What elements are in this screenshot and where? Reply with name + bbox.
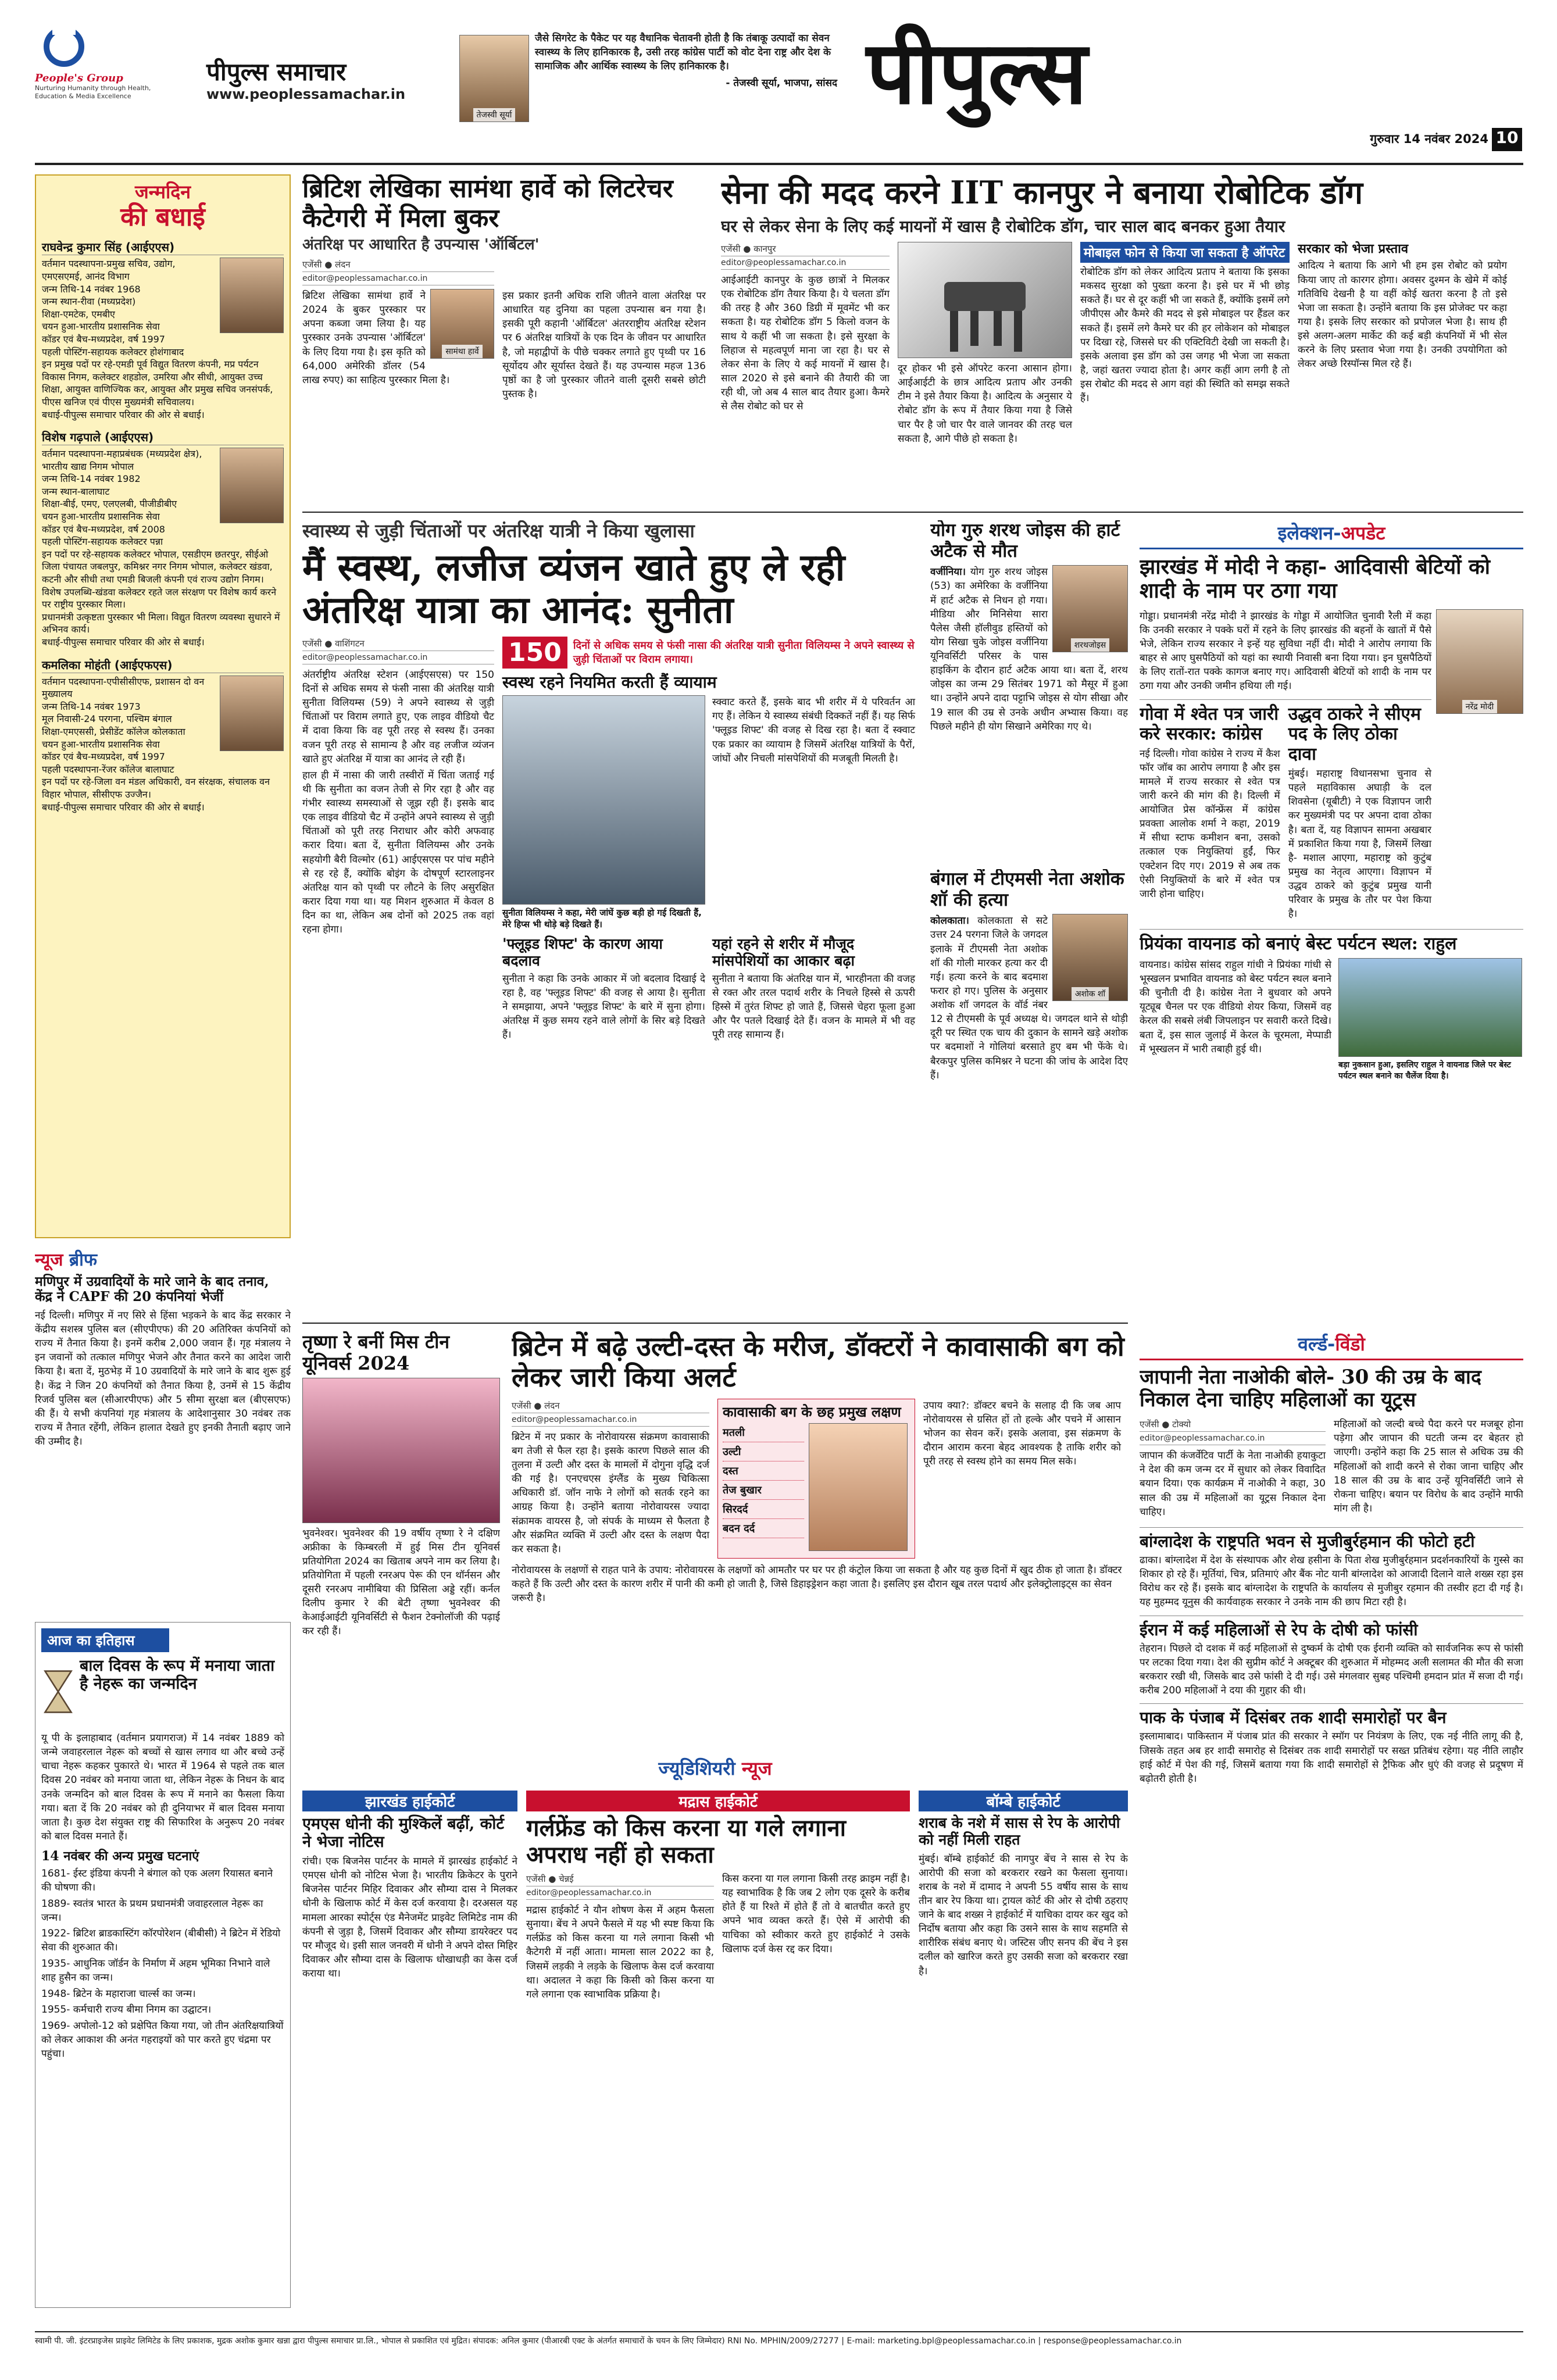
news-brief-label2: ब्रीफ [69,1250,97,1270]
quote-text: जैसे सिगरेट के पैकेट पर यह वैधानिक चेतावनी होती है कि तंबाकू उत्पादों का सेवन स्वास्थ्य के लिए हानिकारक है, उसी तरह कांग्रेस पार्टी को वोट देना राष्ट्र और देश के सामाजिक और आर्थिक स्वास्थ्य के लिए हानिकारक है। [535,33,831,72]
booker-subhead: अंतरिक्ष पर आधारित है उपन्यास 'ऑर्बिटल' [302,236,540,254]
miss-teen-story [302,1331,500,1750]
booker-photo-caption: सामंथा हार्वे [442,345,482,358]
goa-headline: गोवा में श्वेत पत्र जारी करे सरकार: कांग्रेस [1140,703,1279,745]
symptom-item: सिरदर्द [723,1500,804,1519]
birthday-person-detail: चयन हुआ-भारतीय प्रशासनिक सेवा [42,738,160,750]
jones-dateline: वर्जीनिया। [930,566,966,578]
sick-child-photo [809,1423,908,1551]
history-header [41,1657,284,1727]
world-section [1140,1331,1523,2320]
madras-p1: मद्रास हाईकोर्ट ने यौन शोषण केस में अहम फैसला सुनाया। बेंच ने अपने फैसले में यह भी स्पष्ट किया कि गर्लफ्रेंड को किस करना या गले लगाना किसी भी कैटेगरी में नहीं आता। मामला साल 2022 का है, जिसमें लड़की ने लड़के के खिलाफ केस दर्ज करवाया था। अदालत ने कहा कि किसी को किस करना या गले लगाना एक स्वाभाविक प्रक्रिया है। [526,1904,714,2000]
symptom-list [723,1423,804,1551]
birthday-person-detail: चयन हुआ-भारतीय प्रशासनिक सेवा [42,321,160,333]
birthday-person-detail: जन्म तिथि-14 नवंबर 1968 [42,283,141,295]
history-event-item: 1969- अपोलो-12 को प्रक्षेपित किया गया, जो तीन अंतरिक्षयात्रियों को लेकर आकाश की अनंत गहराइयों को पार करते हुए चंद्रमा पर पहुंचा। [41,2020,284,2060]
issue-date: गुरुवार 14 नवंबर 2024 [1370,132,1488,146]
history-event-item: 1889- स्वतंत्र भारत के प्रथम प्रधानमंत्री जवाहरलाल नेहरू का जन्म। [41,1897,263,1924]
sunita-badge [502,637,915,669]
news-brief-text: नई दिल्ली। मणिपुर में नए सिरे से हिंसा भड़कने के बाद केंद्र सरकार ने केंद्रीय सशस्त्र पुलिस बल (सीएपीएफ) की 20 अतिरिक्त कंपनियों को राज्य में तैनात किया है। इनमें करीब 2,000 जवान हैं। गृह मंत्रालय ने इन जवानों को तत्काल मणिपुर भेजने और तैनात करने का आदेश जारी किया है। बता दें, मुठभेड़ में 10 उग्रवादियों के मारे जाने के बाद शुरू हुई है। केंद्र ने जिन 20 कंपनियों को तैनात किया है, उनमें से 15 केंद्रीय रिजर्व पुलिस बल (सीआरपीएफ) और 5 सीमा सुरक्षा बल (बीएसएफ) की हैं। ये सभी कंपनियां गृह मंत्रालय के आदेशानुसार 30 नवंबर तक राज्य में तैनात रहेंगी, लेकिन हालात देखते हुए इनकी तैनाती बढ़ाए जाने की उम्मीद है। [35,1309,291,1448]
iran-text: तेहरान। पिछले दो दशक में कई महिलाओं से दुष्कर्म के दोषी एक ईरानी व्यक्ति को सार्वजनिक रूप से फांसी पर लटका दिया गया। देश की सुप्रीम कोर्ट ने अक्टूबर की शुरुआत में मोहम्मद अली सलामत की मौत की सजा बरकरार रखी थी, जिसके बाद उसे फांसी दे दी गई। उसे मंगलवार सुबह पश्चिमी हमदान प्रांत में सजा दी गई। करीब 200 महिलाओं ने दया की गुहार की थी। [1140,1642,1523,1697]
birthday-person-detail: बधाई-पीपुल्स समाचार परिवार की ओर से बधाई। [42,409,205,420]
bengal-photo-caption: अशोक शॉ [1072,987,1109,1000]
birthday-person-detail: कॉडर एवं बैच-मध्यप्रदेश, वर्ष 2008 [42,523,165,535]
priyanka-photo-caption: बड़ा नुकसान हुआ, इसलिए राहुल ने वायनाड जिले पर बेस्ट पर्यटन स्थल बनाने का चैलेंज दिया है। [1338,1060,1511,1081]
sunita-p5: सुनीता ने बताया कि अंतरिक्ष यान में, भारहीनता की वजह से रक्त और तरल पदार्थ शरीर के निचले हिस्से से ऊपरी हिस्से में तुरंत शिफ्ट हो जाते हैं, जिससे चेहरा फूला हुआ और पैर पतले दिखाई देते हैं। वजन के मामले में भी वह पूरी तरह सामान्य हैं। [712,973,915,1041]
birthday-person-photo [220,258,284,333]
jharkhand-hc-tag: झारखंड हाईकोर्ट [302,1791,517,1811]
bengal-text: कोलकाता से सटे उत्तर 24 परगना जिले के जगदल इलाके में टीएमसी नेता अशोक शॉ की गोली मारकर हत्या कर दी गई। हत्या करने के बाद बदमाश फरार हो गए। पुलिस के अनुसार अशोक शॉ जगदल के वॉर्ड नंबर 12 से टीएमसी के पूर्व अध्यक्ष थे। जगदल थाने से थोड़ी दूरी पर स्थित एक चाय की दुकान के सामने खड़े अशोक पर बदमाशों ने गोलियां बरसाते हुए बम भी फेंके थे। बैरकपुर पुलिस कमिश्नर ने घटना की जांच के आदेश दिए हैं। [930,915,1128,1081]
row2-rule [302,1323,1128,1324]
madras-p2: किस करना या गल लगाना किसी तरह क्राइम नहीं है। यह स्वाभाविक है कि जब 2 लोग एक दूसरे के करीब होते हैं या रिश्ते में होते हैं तो वे बातचीत करते हुए अपने भाव व्यक्त करते हैं। ऐसे में आरोपी की याचिका को स्वीकार करते हुए हाईकोर्ट ने उसके खिलाफ दर्ज केस रद्द कर दिया। [722,1873,910,1955]
election-label [1140,520,1523,549]
britain-p1: ब्रिटेन में नए प्रकार के नोरोवायरस संक्रमण कावासाकी बग तेजी से फैल रहा है। इसके कारण पिछले साल की तुलना में उल्टी और दस्त के मामलों में दोगुना वृद्धि दर्ज की गई है। एनएचएस इंग्लैंड के मुख्य चिकित्सा अधिकारी डॉ. जॉन नाफे ने लोगों को सतर्क रहने का आग्रह किया है। उन्होंने बताया नोरोवायरस ज्यादा संक्रामक वायरस है, जो संपर्क के माध्यम से फैलता है और संक्रमित व्यक्ति में उल्टी और दस्त के लक्षण पैदा कर सकता है। [512,1431,709,1555]
quote-author: - तेजस्वी सूर्या, भाजपा, सांसद [726,77,837,90]
quote-photo-caption: तेजस्वी सूर्या [473,108,516,121]
history-event-item: 1935- आधुनिक जॉर्डन के निर्माण में अहम भूमिका निभाने वाले शाह हुसैन का जन्म। [41,1958,270,1984]
britain-p2: उपाय क्या?: डॉक्टर बचने के सलाह दी कि जब आप नोरोवायरस से ग्रसित हों तो हल्के और पचने में आसान भोजन का सेवन करें। इसके अलावा, इस संक्रमण के दौरान आराम करना बेहद आवश्यक है ताकि शरीर को पूरी तरह से स्वस्थ होने का समय मिल सके। [923,1399,1121,1468]
row1-rule [302,512,1523,513]
jones-photo [1052,565,1128,652]
booker-p1: ब्रिटिश लेखिका सामंथा हार्वे ने 2024 के बुकर पुरस्कार पर अपना कब्जा जमा लिया है। यह पुरस्कार उनके उपन्यास 'ऑर्बिटल' के लिए दिया गया है। इस कृति को 64,000 अमेरिकी डॉलर (54 लाख रुपए) का साहित्य पुरस्कार मिला है। [302,290,450,386]
birthday-person-detail: कॉडर एवं बैच-मध्यप्रदेश, वर्ष 1997 [42,333,165,345]
bangladesh-headline: बांग्लादेश के राष्ट्रपति भवन से मुजीबुर्रहमान की फोटो हटी [1140,1531,1475,1551]
birthday-person-detail: मूल निवासी-24 परगना, पश्चिम बंगाल [42,713,172,725]
miss-teen-text: भुवनेश्वर। भुवनेश्वर की 19 वर्षीय तृष्णा रे ने दक्षिण अफ्रीका के किम्बरली में हुई मिस टीन यूनिवर्स प्रतियोगिता 2024 का खिताब अपने नाम कर लिया है। प्रतियोगिता में पहली रनरअप पेरू की एन थॉर्नसन और दूसरी रनरअप नामीबिया की प्रिसिला अड्डे रहीं। कर्नल दिलीप कुमार रे की बेटी तृष्णा भुवनेश्वर की केआईआईटी यूनिवर्सिटी से फैशन टेक्नोलॉजी की पढ़ाई कर रही हैं। [302,1527,500,1638]
japan-p1: जापान की कंजर्वेटिव पार्टी के नेता नाओकी हयाकुटा ने देश की कम जन्म दर में सुधार को लेकर विवादित बयान दिया। एक कार्यक्रम में नाओकी ने कहा, 30 साल की उम्र में महिलाओं का यूट्रस निकाल देना चाहिए। [1140,1450,1326,1518]
bengal-dateline: कोलकाता। [930,915,969,927]
news-brief-label [35,1247,291,1271]
priyanka-text: वायनाड। कांग्रेस सांसद राहुल गांधी ने प्रियंका गांधी से भूस्खलन प्रभावित वायनाड को बेस्ट पर्यटन स्थल बनाने की चुनौती दी है। कांग्रेस नेता ने बुधवार को अपने यूट्यूब चैनल पर एक वीडियो शेयर किया, जिसमें वह केरल की सबसे लंबी जिपलाइन पर सवारी करते दिखे। बता दें, इस साल जुलाई में केरल के चूरमला, मेप्पाडी में भूस्खलन में भारी तबाही हुई थी। [1140,959,1331,1055]
election-label1: इलेक्शन- [1277,522,1341,544]
bengal-headline: बंगाल में टीएमसी नेता अशोक शॉ की हत्या [930,869,1124,910]
birthday-person-name: कमलिका मोहंती (आईएफएस) [42,657,284,673]
britain-headline: ब्रिटेन में बढ़े उल्टी-दस्त के मरीज, डॉक्टरों ने कावासाकी बग को लेकर जारी किया अलर्ट [512,1331,1124,1393]
history-panel [35,1622,291,2308]
robot-p2: दूर होकर भी इसे ऑपरेट करना आसान होगा। आईआईटी के छात्र आदित्य प्रताप और उनकी टीम ने इसे तैयार किया है। आदित्य के अनुसार ये रोबोट डॉग के रूप में तैयार किया गया है जिसे चार पैर है जो चार पैर वाले जानवर की तरह चल सकता है, आगे पीछे हो सकता है। [898,363,1072,445]
birthday-person-detail: शिक्षा-एमटेक, एमबीए [42,308,115,320]
robot-p3: रोबोटिक डॉग को लेकर आदित्य प्रताप ने बताया कि इसका मकसद सुरक्षा को पुख्ता करना है। इसे घर में भी छोड़ सकते हैं। घर से दूर कहीं भी जा सकते हैं, क्योंकि इसमें लगे जीपीएस और कैमरे की मदद से इसे मोबाइल पर हैंडल कर सकते हैं। इसमें लगे कैमरे घर की हर लोकेशन को मोबाइल पर दिखा रहे, जिससे घर की एक्टिविटी देखी जा सकती है। इसके अलावा इस डॉग को उस जगह भी भेजा जा सकता है, जहां खतरा ज्यादा होता है। अगर कहीं आग लगी है तो इस रोबोट की मदद से आग वहां की स्थिति को समझ सकते हैं। [1080,266,1290,405]
bengal-photo [1052,914,1128,1001]
booker-email: editor@peoplessamachar.co.in [302,271,494,285]
sunita-sub2: यहां रहने से शरीर में मौजूद मांसपेशियों का आकार बढ़ा [712,935,855,969]
symptom-item: उल्टी [723,1442,804,1461]
birthday-person [42,429,284,649]
robot-box2-title: सरकार को भेजा प्रस्ताव [1298,241,1409,257]
history-event-item: 1948- ब्रिटेन के महाराजा चार्ल्स का जन्म। [41,1988,196,2000]
robot-dog-photo [898,242,1072,358]
birthday-person-detail: वर्तमान पदस्थापना-प्रमुख सचिव, उद्योग, एमएसएमई, आनंद विभाग [42,258,176,282]
booker-story [302,174,709,506]
dhoni-story [302,1791,517,2320]
booker-headline: ब्रिटिश लेखिका सामंथा हार्वे को लिटरेचर कैटेगरी में मिला बुकर [302,174,673,233]
pakistan-text: इस्लामाबाद। पाकिस्तान में पंजाब प्रांत की सरकार ने स्मॉग पर नियंत्रण के लिए, एक नई नीति लागू की है, जिसके तहत अब हर शादी समारोह से दिसंबर तक शादी समारोहों पर सख्त प्रतिबंध रहेगा। यह नीति लाहौर हाई कोर्ट में पेश की गई, जिसमें बताया गया कि शादी समारोहों से ट्रैफिक और धुएं की वजह से प्रदूषण में बढ़ोतरी होती है। [1140,1731,1523,1785]
masthead-rule [35,163,1523,165]
birthday-person-detail: जन्म स्थान-बालाघाट [42,485,110,497]
pakistan-headline: पाक के पंजाब में दिसंबर तक शादी समारोहों पर बैन [1140,1708,1447,1728]
uddhav-headline: उद्धव ठाकरे ने सीएम पद के लिए ठोका दावा [1288,703,1421,764]
birthday-person-detail: जन्म तिथि-14 नवंबर 1973 [42,701,141,712]
robot-subhead: घर से लेकर सेना के लिए कई मायनों में खास है रोबोटिक डॉग, चार साल बाद बनकर हुआ तैयार [721,217,1285,237]
goa-text: नई दिल्ली। गोवा कांग्रेस ने राज्य में कैश फॉर जॉब का आरोप लगाया है और इस मामले में राज्य सरकार से श्वेत पत्र जारी करने की मांग की है। दिल्ली में आयोजित प्रेस कॉन्फ्रेंस में कांग्रेस प्रवक्ता आलोक शर्मा ने कहा, 2019 में सीधा स्टाफ कमीशन बना, उसको तत्काल एक नियुक्तियां हुईं, फिर एक्टेशन दिए गए। 2019 से अब तक ऐसी नियुक्तियों के बारे में श्वेत पत्र जारी होना चाहिए। [1140,748,1280,900]
priyanka-headline: प्रियंका वायनाड को बनाएं बेस्ट पर्यटन स्थल: राहुल [1140,934,1457,955]
jones-headline: योग गुरु शरथ जोइस की हार्ट अटैक से मौत [930,520,1120,562]
robot-dog-icon [915,259,1055,358]
dhoni-headline: एमएस धोनी की मुश्किलें बढ़ीं, कोर्ट ने भेजा नोटिस [302,1815,504,1852]
dhoni-text: रांची। एक बिजनेस पार्टनर के मामले में झारखंड हाईकोर्ट ने एमएस धोनी को नोटिस भेजा है। भारतीय क्रिकेटर के पुराने बिजनेस पार्टनर मिहिर दिवाकर और सौम्या दास ने मिलकर धोनी के खिलाफ कोर्ट में केस दर्ज करवाया है। दरअसल यह मामला आरका स्पोर्ट्स एंड मैनेजमेंट प्राइवेट लिमिटेड नाम की कंपनी से जुड़ा है, जिसमें दिवाकर और सौम्या डायरेक्टर पद पर मौजूद थे। इसी साल जनवरी में धोनी ने अपने दोस्त मिहिर दिवाकर और सौम्या दास के खिलाफ धोखाधड़ी का केस दर्ज कराया था। [302,1856,517,1980]
modi-photo-caption: नरेंद्र मोदी [1462,700,1497,713]
robot-byline: एजेंसी ● कानपुर [721,244,776,255]
japan-p2: महिलाओं को जल्दी बच्चे पैदा करने पर मजबूर होना पड़ेगा और जापान की घटती जन्म दर बेहतर हो जाएगी। उन्होंने कहा कि 25 साल से अधिक उम्र की महिलाओं को शादी करने से रोका जाना चाहिए और 18 साल की उम्र के बाद उन्हें यूनिवर्सिटी जाने से रोकना चाहिए। बयान पर विरोध के बाद उन्होंने माफी मांग ली है। [1334,1418,1523,1514]
britain-email: editor@peoplessamachar.co.in [512,1413,709,1427]
sunita-p1: अंतर्राष्ट्रीय अंतरिक्ष स्टेशन (आईएसएस) पर 150 दिनों से अधिक समय से फंसी नासा की अंतरिक्ष यात्री सुनीता विलियम्स (59) ने अपने स्वास्थ्य से जुड़ी चिंताओं पर विराम लगाते हुए, एक लाइव वीडियो चैट में दावा किया कि वह पूरी तरह से स्वस्थ हैं। उनका वजन पूरी तरह से सामान्य है और वह लजीज व्यंजन खाते हुए अंतरिक्ष में यात्रा का आनंद ले रही हैं। [302,669,494,765]
bangladesh-text: ढाका। बांग्लादेश में देश के संस्थापक और शेख हसीना के पिता शेख मुजीबुर्रहमान प्रदर्शनकारियों के गुस्से का शिकार हो रहे हैं। मूर्तियां, चित्र, प्रतिमाएं और बैंक नोट यानी बांग्लादेश को आजादी दिलाने वाले शख्स रहा इस विरोध कर रहे हैं। इसके बाद बांग्लादेश के राष्ट्रपति के कार्यालय से मुजीबुर रहमान की तस्वीर हटा दी गई है। यह मुहम्मद यूनुस की कार्यवाहक सरकार ने उनके नाम की छाप मिटा रही है। [1140,1554,1523,1609]
booker-byline: एजेंसी ● लंदन [302,259,351,270]
birthday-list [42,239,284,813]
bombay-story [919,1791,1128,2320]
jones-story [930,520,1128,857]
birthday-person-name: विशेष गढ़पाले (आईएएस) [42,429,284,445]
sunita-p3: स्क्वाट करते हैं, इसके बाद भी शरीर में ये परिवर्तन आ गए हैं। लेकिन ये स्वास्थ्य संबंधी दिक्कतें नहीं हैं। यह सिर्फ 'फ्लूइड शिफ्ट' की वजह से दिख रहा है। बता दें स्क्वाट एक प्रकार का व्यायाम है जिसमें अंतरिक्ष यात्रियों के पैरों, जांघों और निचली मांसपेशियों की मजबूती मिलती है। [712,696,915,764]
history-label: आज का इतिहास [41,1628,169,1652]
section-title: पीपुल्स [866,22,1088,124]
paper-brand [206,58,451,102]
sunita-badge-text: दिनों से अधिक समय से फंसी नासा की अंतरिक्ष यात्री सुनीता विलियम्स ने अपने स्वास्थ्य से जुड़ी चिंताओं पर विराम लगाया। [573,639,915,666]
sunita-photo [502,695,705,905]
birthday-person [42,657,284,814]
paper-url: www.peoplessamachar.in [206,86,406,103]
peoples-group-logo-icon [35,23,93,70]
jones-text: योग गुरु शरथ जोइस (53) का अमेरिका के वर्जीनिया में हार्ट अटैक से निधन हो गया। मीडिया और मिनिसेया सारा पैलेस जैसी हॉलीवुड हस्तियों को योग सिखा चुके जोइस वर्जीनिया यूनिवर्सिटी परिसर के पास हाइकिंग के दौरान हार्ट अटैक आया था। बता दें, शरथ जोइस का जन्म 29 सितंबर 1971 को मैसूर में हुआ था। उन्होंने अपने दादा पट्टाभि जोइस से योग सीखा और 19 साल की उम्र से उनके अधीन अभ्यास किया। वह पिछले महीने ही योग सिखाने अमेरिका गए थे। [930,566,1128,732]
quote-author-photo [459,35,529,122]
robot-p4: आदित्य ने बताया कि आगे भी हम इस रोबोट को प्रयोग किया जाए तो कारगर होगा। अवसर दुश्मन के खेमे में कोई गतिविधि देखनी है या वहीं कोई खतरा करना है तो इसे भेजा जा सकता है। उन्होंने बताया कि इस प्रोजेक्ट पर कहा गया है। इसके लिए सरकार को प्रपोजल भेजा है। साथ ही इसे अलग-अलग मार्केट की कई बड़ी कंपनियों में भी सेल करने के लिए प्रस्ताव भेजा गया है। उनकी उपयोगिता को लेकर अच्छे रिस्पॉन्स मिल रहे हैं। [1298,260,1507,370]
birthday-person-detail: प्रधानमंत्री उत्कृष्टता पुरस्कार भी मिला। विद्युत वितरण व्यवस्था सुधारने में अभिनव कार्य। [42,611,280,635]
madras-byline: एजेंसी ● चेन्नई [526,1874,574,1884]
bombay-text: मुंबई। बॉम्बे हाईकोर्ट की नागपुर बेंच ने सास से रेप के आरोपी की सजा को बरकरार रखने का फैसला सुनाया। शराब के नशे में दामाद ने अपनी 55 वर्षीय सास के साथ तीन बार रेप किया था। ट्रायल कोर्ट की ओर से दोषी ठहराए जाने के बाद शख्स ने हाईकोर्ट में याचिका दायर कर खुद को निर्दोष बताया और कहा कि उसने सास के साथ सहमति से शारीरिक संबंध बनाए थे। जस्टिस जीए सनप की बेंच ने इस दलील को खारिज करते हुए उसकी सजा को बरकरार रखा है। [919,1853,1128,1977]
robot-box-title: मोबाइल फोन से किया जा सकता है ऑपरेट [1080,242,1290,263]
japan-email: editor@peoplessamachar.co.in [1140,1431,1326,1445]
madras-headline: गर्लफ्रेंड को किस करना या गले लगाना अपराध नहीं हो सकता [526,1814,847,1868]
jones-photo-caption: शरथजोइस [1071,638,1110,652]
symptom-item: तेज बुखार [723,1481,804,1500]
birthday-person-detail: इन पदों पर रहे-सहायक कलेक्टर भोपाल, एसडीएम छतरपुर, सीईओ जिला पंचायत जबलपुर, कमिश्नर नगर निगम भोपाल, कलेक्टर खंडवा, कटनी और सीधी तथा एमडी बिजली कंपनी एवं राज्य उद्योग निगम। [42,548,273,585]
sunita-byline: एजेंसी ● वाशिंगटन [302,638,365,649]
sunita-headline: मैं स्वस्थ, लजीज व्यंजन खाते हुए ले रही अंतरिक्ष यात्रा का आनंद: सुनीता [302,545,845,632]
bombay-headline: शराब के नशे में सास से रेप के आरोपी को नहीं मिली राहत [919,1814,1120,1848]
birthday-person-detail: वर्तमान पदस्थापना-एपीसीसीएफ, प्रशासन दो वन मुख्यालय [42,676,205,700]
sunita-email: editor@peoplessamachar.co.in [302,651,494,664]
election-section [1140,520,1523,1317]
birthday-person-detail: जन्म तिथि-14 नवंबर 1982 [42,473,141,485]
world-label1: वर्ल्ड- [1298,1333,1335,1355]
sunita-badge-number: 150 [502,637,567,669]
birthday-person-detail: इन प्रमुख पदों पर रहे-एमडी पूर्व विद्युत वितरण कंपनी, मप्र पर्यटन विकास निगम, कलेक्टर शहडोल, उमरिया और सीधी, आयुक्त उच्च शिक्षा, आयुक्त वाणिज्यिक कर, आयुक्त और प्रमुख सचिव जनसंपर्क, पीएस खनिज एवं पीएस मुख्यमंत्री सचिवालय। [42,359,273,408]
symptom-item: मतली [723,1423,804,1442]
birthday-person-detail: बधाई-पीपुल्स समाचार परिवार की ओर से बधाई। [42,637,205,648]
birthday-person-detail: जन्म स्थान-रीवा (मध्यप्रदेश) [42,296,136,308]
modi-photo [1436,609,1523,714]
history-events-title: 14 नवंबर की अन्य प्रमुख घटनाएं [41,1849,199,1864]
sunita-photo-caption: सुनीता विलियम्स ने कहा, मेरी जांघें कुछ बड़ी हो गई दिखती हैं, मेरे हिप्स भी थोड़े बड़े दिखते हैं। [502,907,702,930]
japan-byline: एजेंसी ● टोक्यो [1140,1419,1191,1430]
sunita-p2: हाल ही में नासा की जारी तस्वीरों में चिंता जताई गई थी कि सुनीता का वजन तेजी से गिर रहा है और वह गंभीर स्वास्थ्य समस्याओं से जूझ रही हैं। इसके बाद एक लाइव वीडियो चैट में उन्होंने अपने स्वास्थ्य से जुड़ी चिंताओं को पूरी तरह निराधार और कोरी अफवाह करार दिया। बता दें, सुनीता विलियम्स और उनके सहयोगी बैरी विल्मोर (61) आईएसएस पर पांच महीने से रह रहे हैं, क्योंकि बोइंग के दोषपूर्ण स्टारलाइनर अंतरिक्ष यान को पृथ्वी पर लौटने के लिए असुरक्षित करार दिया गया था। यह मिशन शुरुआत में केवल 8 दिन का था, लेकिन अब दोनों को 2025 तक वहां रहना होगा। [302,769,494,936]
birthday-person-photo [220,676,284,751]
bombay-hc-tag: बॉम्बे हाईकोर्ट [919,1791,1128,1811]
sunita-kicker: स्वास्थ्य से जुड़ी चिंताओं पर अंतरिक्ष यात्री ने किया खुलासा [302,520,695,542]
booker-p2: इस प्रकार इतनी अधिक राशि जीतने वाला अंतरिक्ष पर आधारित यह दुनिया का पहला उपन्यास बन गया है। इसकी पूरी कहानी 'ऑर्बिटल' अंतरराष्ट्रीय अंतरिक्ष स्टेशन पर 6 अंतरिक्ष यात्रियों के एक दिन के जीवन पर आधारित है, जो महाद्वीपों के पीछे चक्कर लगाते हुए पृथ्वी पर 16 सूर्योदय और सूर्यास्त देखते हैं। यह उपन्यास महज 136 पृष्ठों का है जो पुरस्कार जीतने वाली दूसरी सबसे छोटी पुस्तक है। [502,290,706,400]
birthday-panel [35,174,291,1238]
iran-headline: ईरान में कई महिलाओं से रेप के दोषी को फांसी [1140,1620,1418,1639]
history-event-item: 1922- ब्रिटिश ब्राडकास्टिंग कॉरपोरेशन (बीबीसी) ने ब्रिटेन में रेडियो सेवा की शुरुआत की। [41,1928,281,1954]
japan-headline: जापानी नेता नाओकी बोले- 30 की उम्र के बाद निकाल देना चाहिए महिलाओं का यूट्रस [1140,1366,1481,1412]
britain-story [512,1331,1128,1750]
birthday-title-line2: की बधाई [120,202,205,232]
history-events-list [41,1867,284,2061]
news-brief-headline: मणिपुर में उग्रवादियों के मारे जाने के बाद तनाव, केंद्र ने CAPF की 20 कंपनियां भेजीं [35,1274,269,1305]
history-event-item: 1955- कर्मचारी राज्य बीमा निगम का उद्घाटन। [41,2004,212,2016]
birthday-person [42,239,284,421]
sunita-box-title: स्वस्थ रहने नियमित करती हैं व्यायाम [502,672,717,692]
booker-photo [430,289,494,359]
world-label [1140,1331,1523,1360]
jharkhand-headline: झारखंड में मोदी ने कहा- आदिवासी बेटियों को शादी के नाम पर ठगा गया [1140,555,1490,603]
paper-name: पीपुल्स समाचार [206,58,347,86]
news-brief-label1: न्यूज [35,1250,63,1270]
robot-p1: आईआईटी कानपुर के कुछ छात्रों ने मिलकर एक रोबोटिक डॉग तैयार किया है। ये चलता डॉग की तरह है और 360 डिग्री में मूवमेंट भी कर सकता है। यह रोबोटिक डॉग 5 किलो वजन के साथ ये कहीं भी जा सकता है। इसे सुरक्षा के लिहाज से महत्वपूर्ण माना जा रहा है। घर से लेकर सेना के लिए ये कई मायनों में खास है। साल 2020 से इसे बनाने की तैयारी की जा रही थी, जो अब 4 साल बाद तैयार हुआ। कैमरे से लैस रोबोट को घर से [721,274,890,413]
sunita-p4: सुनीता ने कहा कि उनके आकार में जो बदलाव दिखाई दे रहा है, वह 'फ्लूइड शिफ्ट' की वजह से आया है। सुनीता ने समझाया, अपने 'फ्लूइड शिफ्ट' के बारे में सुना होगा। अंतरिक्ष में कुछ समय रहने वाले लोगों के सिर बड़े दिखते हैं। [502,973,705,1041]
sunita-sub1: 'फ्लूइड शिफ्ट' के कारण आया बदलाव [502,935,663,969]
birthday-person-name: राघवेन्द्र कुमार सिंह (आईएएस) [42,239,284,255]
rahul-zipline-photo [1338,958,1522,1057]
birthday-person-photo [220,448,284,523]
madras-hc-tag: मद्रास हाईकोर्ट [526,1791,910,1811]
birthday-person-detail: कॉडर एवं बैच-मध्यप्रदेश, वर्ष 1997 [42,751,165,763]
birthday-title [42,181,284,232]
history-event-item: 1681- ईस्ट इंडिया कंपनी ने बंगाल को एक अलग रियासत बनाने की घोषणा की। [41,1868,273,1894]
jharkhand-text: गोड्डा। प्रधानमंत्री नरेंद्र मोदी ने झारखंड के गोड्डा में आयोजित चुनावी रैली में कहा कि उनकी सरकार ने पक्के घरों में रहने के लिए झारखंड की बहनों के खातों में पैसे भेजे, लेकिन राज्य सरकार ने इन्हें यह सुविधा नहीं दी। मोदी ने आरोप लगाया कि बाहर से आए घुसपैठियों को यहां का स्थायी निवासी बना दिया गया। इन घुसपैठियों के लिए रातों-रात पक्के कागज बनाए गए। आदिवासी बेटियों को शादी के नाम पर ठगा गया और उनकी जमीन हथिया ली गई। [1140,610,1431,692]
birthday-person-detail: इन पदों पर रहे-जिला वन मंडल अधिकारी, वन संरक्षक, संचालक वन विहार भोपाल, सीसीएफ उज्जैन। [42,776,270,800]
quote-box [535,32,837,89]
uddhav-text: मुंबई। महाराष्ट्र विधानसभा चुनाव से पहले महाविकास अघाड़ी के दल शिवसेना (यूबीटी) ने एक विज्ञापन जारी कर मुख्यमंत्री पद पर अपना दावा ठोका है। बता दें, यह विज्ञापन सामना अखबार में प्रकाशित किया गया है, जिसमें लिखा है- मशाल आएगा, महाराष्ट्र को कुटुंब प्रमुख का नेतृत्व आएगा। विज्ञापन में उद्धव ठाकरे को कुटुंब प्रमुख यानी परिवार के प्रमुख के तौर पर पेश किया है। [1288,768,1431,920]
election-label2: अपडेट [1341,522,1385,544]
judiciary-label1: ज्यूडिशियरी [658,1757,735,1779]
world-label2: विंडो [1335,1333,1365,1355]
history-headline: बाल दिवस के रूप में मनाया जाता है नेहरू का जन्मदिन [80,1657,275,1693]
page-number: 10 [1492,128,1522,151]
org-logo [35,23,180,116]
robot-story [721,174,1523,506]
sunita-story [302,520,919,1317]
footer-imprint: स्वामी पी. जी. इंटरप्राइजेस प्राइवेट लिमिटेड के लिए प्रकाशक, मुद्रक अशोक कुमार खन्ना द्वारा पीपुल्स समाचार प्रा.लि., भोपाल से प्रकाशित एवं मुद्रित। संपादक: अनिल कुमार (पीआरबी एक्ट के अंतर्गत समाचारों के चयन के लिए जिम्मेदार) RNI No. MPHIN/2009/27277 | E-mail: marketing.bpl@peoplessamachar.co.in | response@peoplessamachar.co.in [35,2331,1523,2366]
birthday-person-detail: शिक्षा-एमएससी, प्रेसीडेंट कॉलेज कोलकाता [42,726,185,737]
symptom-item: बदन दर्द [723,1519,804,1538]
britain-byline: एजेंसी ● लंदन [512,1400,560,1411]
birthday-person-detail: विशेष उपलब्धि-खंडवा कलेक्टर रहते जल संरक्षण पर विशेष कार्य करने पर राष्ट्रीय पुरस्कार मिला। [42,586,277,610]
birthday-person-detail: पहली पोस्टिंग-सहायक कलेक्टर होशंगाबाद [42,346,184,358]
britain-box-title: कावासाकी बग के छह प्रमुख लक्षण [723,1403,901,1420]
birthday-person-detail: चयन हुआ-भारतीय प्रशासनिक सेवा [42,511,160,523]
birthday-person-detail: पहली पोस्टिंग-सहायक कलेक्टर पन्ना [42,536,163,548]
birthday-person-detail: शिक्षा-बीई, एमए, एलएलबी, पीजीडीबीए [42,498,177,510]
org-name: People's Group [35,72,123,84]
hourglass-icon [41,1657,75,1727]
news-brief [35,1247,291,1613]
miss-teen-headline: तृष्णा रे बनीं मिस टीन यूनिवर्स 2024 [302,1331,450,1374]
judiciary-label2: न्यूज [741,1757,772,1779]
robot-email: editor@peoplessamachar.co.in [721,256,890,270]
madras-email: editor@peoplessamachar.co.in [526,1886,714,1900]
madras-story [526,1791,910,2320]
birthday-person-detail: पहली पदस्थापना-रेंजर कॉलेज बालाघाट [42,763,174,775]
birthday-title-line1: जन्मदिन [134,181,191,203]
trishna-photo [302,1378,500,1523]
symptom-item: दस्त [723,1461,804,1481]
judiciary-label [302,1756,1128,1785]
britain-bottom: नोरोवायरस के लक्षणों से राहत पाने के उपाय: नोरोवायरस के लक्षणों को आमतौर पर घर पर ही कंट्रोल किया जा सकता है और यह कुछ दिनों में खुद ठीक हो जाता है। डॉक्टर कहते हैं कि उल्टी और दस्त के कारण शरीर में पानी की कमी हो जाती है, जिसे डिहाइड्रेशन कहा जाता है। इसलिए इस दौरान खूब तरल पदार्थ और इलेक्ट्रोलाइट्स का सेवन जरूरी है। [512,1564,1122,1604]
birthday-person-detail: वर्तमान पदस्थापना-महाप्रबंधक (मध्यप्रदेश क्षेत्र), भारतीय खाद्य निगम भोपाल [42,448,202,472]
birthday-person-detail: बधाई-पीपुल्स समाचार परिवार की ओर से बधाई। [42,801,205,813]
bengal-story [930,869,1128,1311]
robot-headline: सेना की मदद करने IIT कानपुर ने बनाया रोबोटिक डॉग [721,174,1363,211]
history-text: यू पी के इलाहाबाद (वर्तमान प्रयागराज) में 14 नवंबर 1889 को जन्मे जवाहरलाल नेहरू को बच्चों से खास लगाव था और बच्चे उन्हें चाचा नेहरू कहकर पुकारते थे। भारत में 1964 से पहले तक बाल दिवस 20 नवंबर को मनाया जाता था, लेकिन नेहरू के निधन के बाद उनके जन्मदिन को बाल दिवस के रूप में मनाने का फैसला किया गया। बता दें कि 20 नवंबर को ही दुनियाभर में बाल दिवस मनाया जाता है। कुछ देश संयुक्त राष्ट्र की सिफारिश के अनुरूप 20 नवंबर को बाल दिवस मनाते हैं। [41,1732,284,1842]
org-tagline: Nurturing Humanity through Health, Education & Media Excellence [35,84,151,101]
